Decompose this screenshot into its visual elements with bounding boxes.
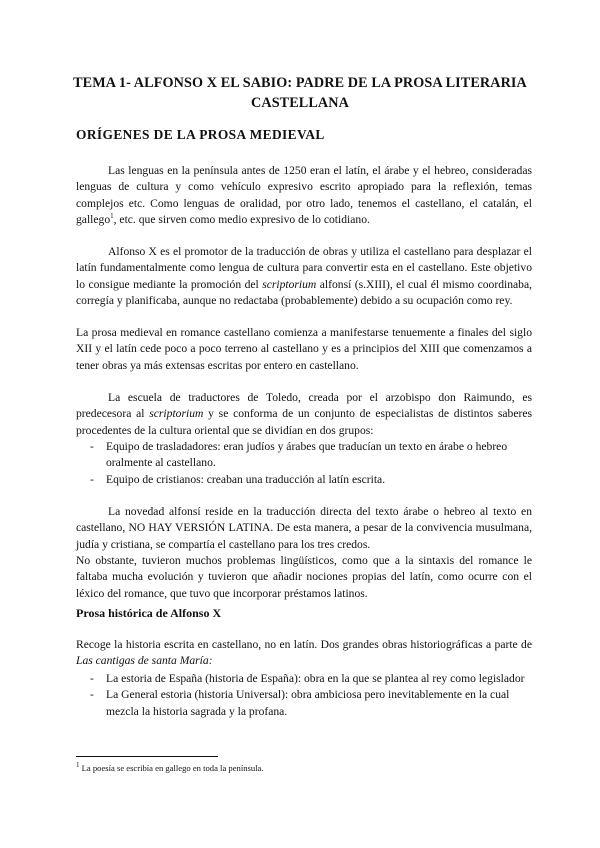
paragraph-historical	[76, 637, 532, 670]
paragraph-alfonso-text-a: Alfonso X es el promotor de la traducción de obras y utiliza el castellano para desplazar el latín fundamentalmente como lengua de cultura para convertir esta en el castellano. Este objetivo lo consigue mediante la promoción del	[76, 245, 532, 291]
section-heading-historical-prose: Prosa histórica de Alfonso X	[76, 606, 222, 620]
translator-teams-list	[76, 439, 532, 488]
paragraph-languages-text: Las lenguas en la península antes de 1250 eran el latín, el árabe y el hebreo, consideradas lenguas de cultura y como vehículo expresivo escrito apropiado para la reflexión, temas complejos etc. Como lenguas de oralidad, por otro lado, tenemos el castellano, el catalán, el gallego	[76, 164, 532, 226]
list-item-text: Equipo de cristianos: creaban una traducción al latín escrita.	[106, 472, 386, 486]
list-item	[76, 439, 532, 472]
paragraph-toledo-school	[76, 390, 532, 439]
list-item	[76, 687, 532, 720]
list-dash: -	[90, 672, 94, 685]
scriptorium-italic-2: scriptorium	[149, 407, 204, 421]
footnote-ref[interactable]: 1	[110, 212, 114, 221]
historiographic-works-list	[76, 671, 532, 720]
paragraph-languages	[76, 163, 532, 228]
paragraph-alfonso	[76, 244, 532, 309]
list-dash: -	[90, 440, 94, 453]
paragraph-toledo-text-b: y se conforma de un conjunto de especialistas de distintos saberes procedentes de la cultura oriental que se dividían en dos grupos:	[76, 407, 532, 437]
list-item	[76, 472, 532, 488]
paragraph-novelty: La novedad alfonsí reside en la traducción directa del texto árabe o hebreo al texto en castellano, NO HAY VERSIÓN LATINA. De esta manera, a pesar de la convivencia musulmana, judía y cristiana, se compartía el castellano para los tres credos.	[76, 505, 532, 551]
list-item	[76, 671, 532, 687]
footnote-divider	[76, 756, 218, 757]
paragraph-problems: No obstante, tuvieron muchos problemas lingüísticos, como que a la sintaxis del romance le faltaba mucha evolución y tuvieron que añadir nociones propias del latín, como ocurre con el léxico del romance, que tuvo que incorporar préstamos latinos.	[76, 554, 532, 600]
paragraph-toledo-text-a: La escuela de traductores de Toledo, creada por el arzobispo don Raimundo, es predecesora al	[76, 391, 532, 421]
list-dash: -	[90, 472, 94, 486]
paragraph-historical-text: Recoge la historia escrita en castellano, no en latín. Dos grandes obras historiográficas a parte de	[76, 638, 532, 651]
list-item-text: La General estoria (historia Universal): obra ambiciosa pero inevitablemente en la cual mezcla la historia sagrada y la profana.	[106, 688, 510, 718]
cantigas-italic: Las cantigas de santa María:	[76, 654, 213, 668]
footnote	[76, 762, 264, 774]
paragraph-alfonso-text-b: alfonsí (s.XIII), el cual él mismo coordinaba, corregía y planificaba, aunque no redactaba (probablemente) debido a su ocupación como rey.	[76, 277, 532, 307]
list-item-text: Equipo de trasladadores: eran judíos y árabes que traducían un texto en árabe o hebreo oralmente al castellano.	[106, 440, 508, 470]
section-heading-origins: ORÍGENES DE LA PROSA MEDIEVAL	[76, 127, 325, 142]
footnote-number: 1	[76, 761, 80, 770]
footnote-text: La poesía se escribía en gallego en toda la península.	[81, 763, 264, 773]
list-item-text: La estoria de España (historia de España): obra en la que se plantea al rey como legislador	[106, 672, 525, 685]
scriptorium-italic: scriptorium	[262, 277, 317, 291]
paragraph-prose-medieval: La prosa medieval en romance castellano comienza a manifestarse tenuemente a finales del siglo XII y el latín cede poco a poco terreno al castellano y es a principios del XIII que comenzamos a tener obras ya más extensas escritas por entero en castellano.	[76, 326, 532, 372]
paragraph-languages-text-after: , etc. que sirven como medio expresivo de lo cotidiano.	[113, 212, 370, 226]
list-dash: -	[90, 688, 94, 702]
page-title: TEMA 1- ALFONSO X EL SABIO: PADRE DE LA PROSA LITERARIA CASTELLANA	[73, 75, 527, 111]
